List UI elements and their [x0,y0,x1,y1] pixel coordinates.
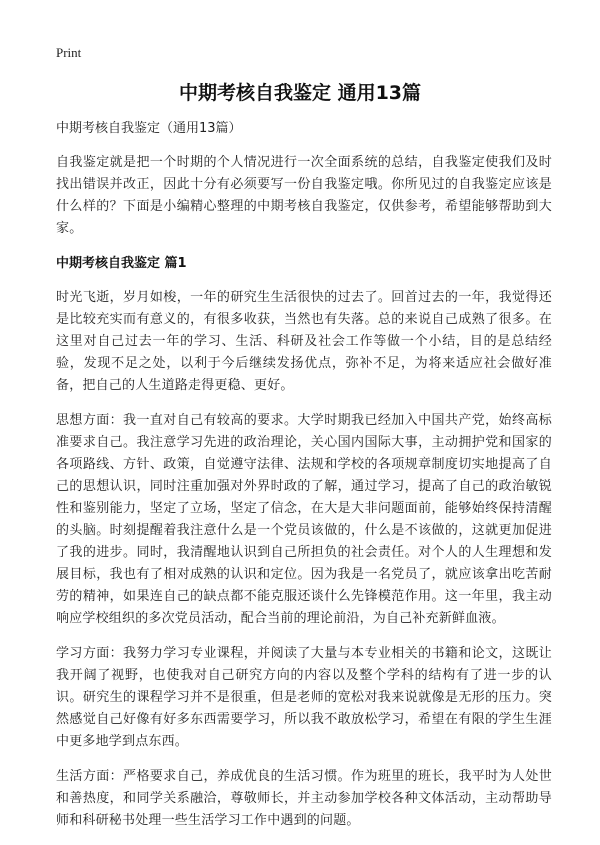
body-paragraph-1: 时光飞逝，岁月如梭，一年的研究生生活很快的过去了。回首过去的一年，我觉得还是比较充实而有意义的，有很多收获，当然也有失落。总的来说自己成熟了很多。在这里对自己过去一年的学习、生活、科研及社会工作等做一个小结，目的是总结经验，发现不足之处，以利于今后继续发扬优点，弥补不足，为将来适应社会做好准备，把自己的人生道路走得更稳、更好。 [56,290,552,393]
article-body [56,118,552,845]
body-paragraph-2: 思想方面：我一直对自己有较高的要求。大学时期我已经加入中国共产党，始终高标准要求自己。我注意学习先进的政治理论，关心国内国际大事，主动拥护党和国家的各项路线、方针、政策，自觉遵守法律、法规和学校的各项规章制度切实地提高了自己的思想认识，同时注重加强对外界时政的了解，通过学习，提高了自己的政治敏锐性和鉴别能力，坚定了立场，坚定了信念，在大是大非问题面前，能够始终保持清醒的头脑。时刻提醒着我注意什么是一个党员该做的，什么是不该做的，这就更加促进了我的进步。同时，我清醒地认识到自己所担负的社会责任。对个人的人生理想和发展目标，我也有了相对成熟的认识和定位。因为我是一名党员了，就应该拿出吃苦耐劳的精神，如果连自己的缺点都不能克服还谈什么先锋模范作用。这一年里，我主动响应学校组织的多次党员活动，配合当前的理论前沿，为自己补充新鲜血液。 [56,413,552,626]
article-subtitle: 中期考核自我鉴定（通用13篇） [56,121,242,136]
body-paragraph-3: 学习方面：我努力学习专业课程，并阅读了大量与本专业相关的书籍和论文，这既让我开阔了视野，也使我对自己研究方向的内容以及整个学科的结构有了进一步的认识。研究生的课程学习并不是很重，但是老师的宽松对我来说就像是无形的压力。突然感觉自己好像有好多东西需要学习，所以我不敢放松学习，希望在有限的学生生涯中更多地学到点东西。 [56,646,552,749]
section-heading: 中期考核自我鉴定 篇1 [56,256,187,271]
print-link[interactable]: Print [56,45,82,60]
intro-paragraph: 自我鉴定就是把一个时期的个人情况进行一次全面系统的总结，自我鉴定使我们及时找出错误并改正，因此十分有必须要写一份自我鉴定哦。你所见过的自我鉴定应该是什么样的？下面是小编精心整理的中期考核自我鉴定，仅供参考，希望能够帮助到大家。 [56,155,552,236]
page-title: 中期考核自我鉴定 通用13篇 [178,82,422,104]
body-paragraph-4: 生活方面：严格要求自己，养成优良的生活习惯。作为班里的班长，我平时为人处世和善热度，和同学关系融洽，尊敬师长，并主动参加学校各种文体活动，主动帮助导师和科研秘书处理一些生活学习工作中遇到的问题。 [56,769,552,828]
